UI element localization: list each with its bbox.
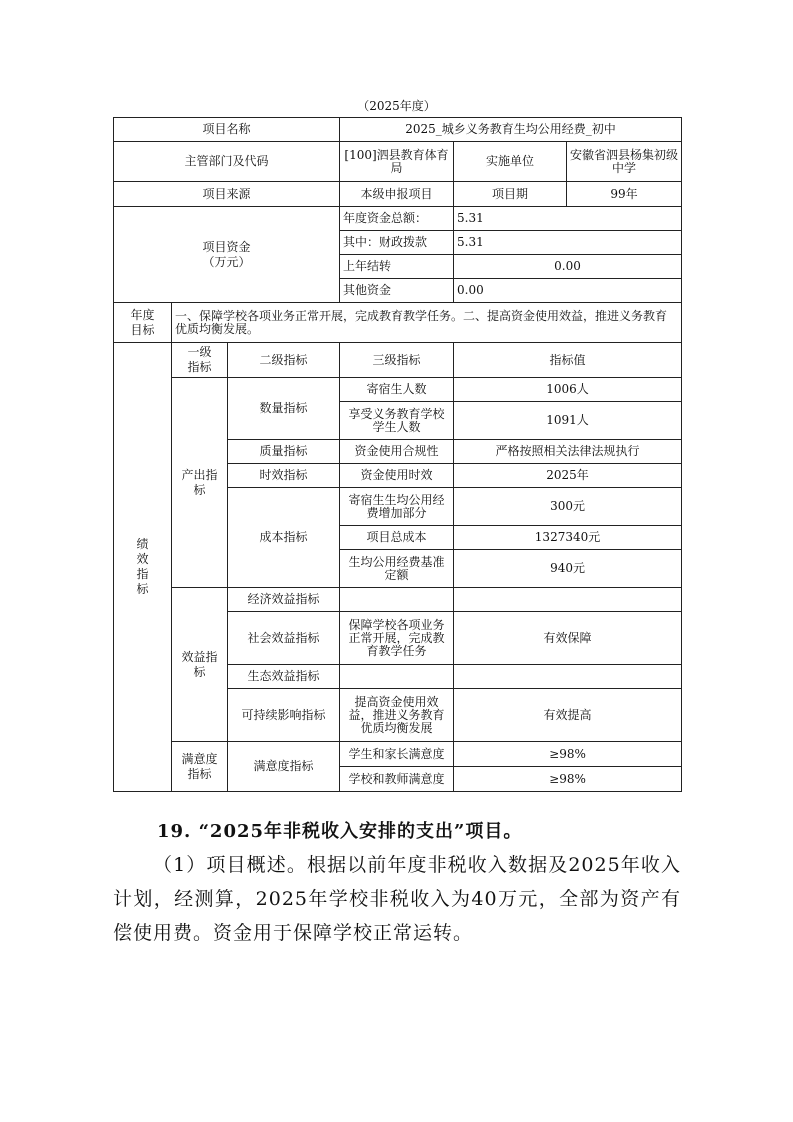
cost-label: 成本指标 [228, 488, 340, 588]
indicator-name: 享受义务教育学校学生人数 [340, 402, 454, 440]
indicator-name: 学生和家长满意度 [340, 742, 454, 767]
dept-label: 主管部门及代码 [114, 142, 340, 182]
indicator-value: 1327340元 [454, 526, 682, 550]
funds-other-value: 0.00 [454, 279, 682, 303]
funds-other-label: 其他资金 [340, 279, 454, 303]
benefit-label: 效益指 标 [172, 588, 228, 742]
funds-carryover-label: 上年结转 [340, 255, 454, 279]
section-heading: 19. “2025年非税收入安排的支出”项目。 [157, 821, 523, 842]
impl-unit-label: 实施单位 [454, 142, 567, 182]
col-level2: 二级指标 [228, 343, 340, 378]
funds-fiscal-value: 5.31 [454, 231, 682, 255]
goal-value: 一、保障学校各项业务正常开展，完成教育教学任务。二、提高资金使用效益，推进义务教育优质均衡发展。 [172, 303, 682, 343]
satisfaction-sub-label: 满意度指标 [228, 742, 340, 792]
funds-label: 项目资金 （万元） [114, 207, 340, 303]
perf-indicator-label: 绩 效 指 标 [114, 343, 172, 792]
indicator-value: 300元 [454, 488, 682, 526]
sustain-label: 可持续影响指标 [228, 689, 340, 742]
col-level1: 一级 指标 [172, 343, 228, 378]
funds-total-label: 年度资金总额： [340, 207, 454, 231]
indicator-value [454, 665, 682, 689]
indicator-value: 有效提高 [454, 689, 682, 742]
funds-total-value: 5.31 [454, 207, 682, 231]
funds-fiscal-label: 其中：财政拨款 [340, 231, 454, 255]
impl-unit-value: 安徽省泗县杨集初级中学 [567, 142, 682, 182]
indicator-name [340, 588, 454, 612]
indicator-name: 项目总成本 [340, 526, 454, 550]
indicator-value: 有效保障 [454, 612, 682, 665]
quantity-label: 数量指标 [228, 378, 340, 440]
indicator-value: ≥98% [454, 767, 682, 792]
indicator-name: 学校和教师满意度 [340, 767, 454, 792]
economic-label: 经济效益指标 [228, 588, 340, 612]
indicator-name: 资金使用时效 [340, 464, 454, 488]
project-name-label: 项目名称 [114, 118, 340, 142]
funds-carryover-value: 0.00 [454, 255, 682, 279]
indicator-value: ≥98% [454, 742, 682, 767]
performance-table [113, 117, 682, 792]
goal-label: 年度 目标 [114, 303, 172, 343]
satisfaction-label: 满意度 指标 [172, 742, 228, 792]
indicator-name [340, 665, 454, 689]
body-paragraph: （1）项目概述。根据以前年度非税收入数据及2025年收入计划，经测算，2025年学校非税收入为40万元，全部为资产有偿使用费。资金用于保障学校正常运转。 [113, 854, 681, 944]
col-level3: 三级指标 [340, 343, 454, 378]
col-value: 指标值 [454, 343, 682, 378]
period-value: 99年 [567, 182, 682, 207]
indicator-name: 保障学校各项业务正常开展，完成教育教学任务 [340, 612, 454, 665]
ecological-label: 生态效益指标 [228, 665, 340, 689]
source-label: 项目来源 [114, 182, 340, 207]
indicator-name: 生均公用经费基准定额 [340, 550, 454, 588]
indicator-value: 1091人 [454, 402, 682, 440]
quality-label: 质量指标 [228, 440, 340, 464]
indicator-name: 提高资金使用效益，推进义务教育优质均衡发展 [340, 689, 454, 742]
indicator-name: 寄宿生生均公用经费增加部分 [340, 488, 454, 526]
period-label: 项目期 [454, 182, 567, 207]
indicator-name: 资金使用合规性 [340, 440, 454, 464]
indicator-value: 940元 [454, 550, 682, 588]
timeliness-label: 时效指标 [228, 464, 340, 488]
indicator-value: 严格按照相关法律法规执行 [454, 440, 682, 464]
indicator-value [454, 588, 682, 612]
table-caption: （2025年度） [357, 99, 436, 113]
dept-value: [100]泗县教育体育局 [340, 142, 454, 182]
indicator-name: 寄宿生人数 [340, 378, 454, 402]
indicator-value: 1006人 [454, 378, 682, 402]
output-label: 产出指 标 [172, 378, 228, 588]
indicator-value: 2025年 [454, 464, 682, 488]
project-name-value: 2025_城乡义务教育生均公用经费_初中 [340, 118, 682, 142]
source-value: 本级申报项目 [340, 182, 454, 207]
social-label: 社会效益指标 [228, 612, 340, 665]
